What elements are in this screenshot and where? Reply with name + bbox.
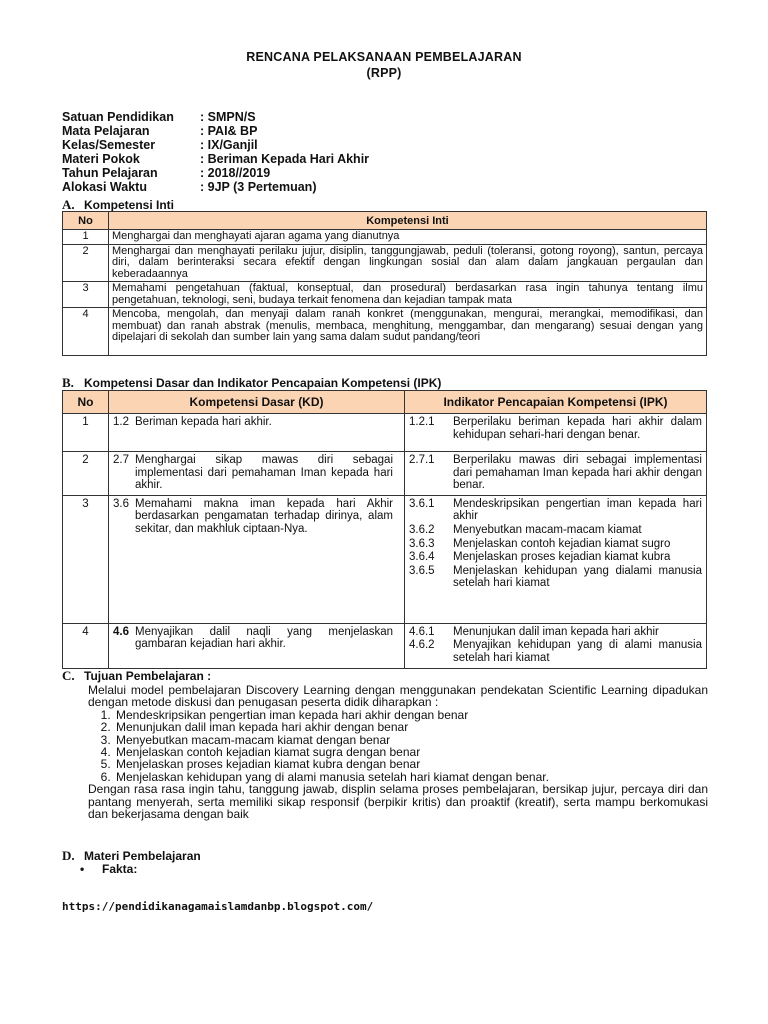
section-title: Materi Pembelajaran [84, 849, 201, 863]
identity-value: : 2018//2019 [200, 166, 271, 180]
identity-row [62, 166, 369, 180]
kd-code: 2.7 [113, 454, 129, 466]
kd-code: 1.2 [113, 416, 129, 428]
kd-row [63, 623, 707, 668]
ki-col-ki: Kompetensi Inti [109, 212, 707, 230]
ipk-code: 4.6.2 [409, 639, 435, 652]
fakta-item [80, 862, 137, 876]
ipk-text: Menunjukan dalil iman kepada hari akhir [453, 625, 659, 638]
ki-text: Memahami pengetahuan (faktual, konseptual, dan prosedural) berdasarkan rasa ingin tahunya tentang ilmu pengetahuan, teknologi, seni, budaya terkait fenomena dan kejadian tampak mata [109, 282, 707, 308]
tujuan-item: 5. Menjelaskan proses kejadian kiamat kubra dengan benar [114, 758, 708, 770]
section-title: Kompetensi Dasar dan Indikator Pencapaian Kompetensi (IPK) [84, 376, 442, 390]
ipk-item [409, 416, 702, 441]
ki-no: 3 [63, 282, 109, 308]
kd-no: 4 [63, 623, 109, 668]
kd-text: Beriman kepada hari akhir. [135, 416, 272, 428]
kd-col-no: No [63, 391, 109, 414]
ipk-text: Menyajikan kehidupan yang di alami manusia setelah hari kiamat [453, 639, 702, 664]
ipk-item [409, 498, 702, 523]
kd-text: Menyajikan dalil naqli yang menjelaskan gambaran kejadian hari akhir. [135, 625, 393, 651]
identity-key: Materi Pokok [62, 152, 140, 166]
ki-no: 4 [63, 308, 109, 356]
kd-code: 4.6 [113, 625, 129, 638]
ipk-item [409, 538, 702, 551]
ipk-code: 3.6.1 [409, 497, 435, 510]
section-title: Kompetensi Inti [84, 198, 175, 212]
identity-key: Kelas/Semester [62, 138, 156, 152]
ipk-code: 4.6.1 [409, 625, 435, 638]
kd-code: 3.6 [113, 497, 129, 510]
ipk-cell [405, 623, 707, 668]
kd-ipk-table [62, 390, 707, 669]
tujuan-item: 2. Menunjukan dalil iman kepada hari akhir dengan benar [114, 721, 708, 733]
ipk-text: Menjelaskan contoh kejadian kiamat sugro [453, 537, 671, 550]
tujuan-item: 6. Menjelaskan kehidupan yang di alami manusia setelah hari kiamat dengan benar. [114, 771, 708, 783]
kd-row [63, 452, 707, 496]
ipk-item [409, 565, 702, 590]
ipk-code: 1.2.1 [409, 416, 435, 428]
ki-row [63, 244, 707, 282]
ipk-item [409, 639, 702, 664]
document-title: RENCANA PELAKSANAAN PEMBELAJARAN [246, 50, 522, 64]
fakta-label: Fakta: [102, 862, 138, 876]
ipk-code: 3.6.5 [409, 564, 435, 577]
section-letter: C. [62, 668, 75, 683]
kd-cell [109, 623, 405, 668]
kompetensi-inti-table [62, 211, 707, 356]
kd-no: 3 [63, 495, 109, 623]
identity-row [62, 110, 369, 124]
ki-no: 1 [63, 230, 109, 245]
identity-value: : IX/Ganjil [200, 138, 258, 152]
ipk-item [409, 524, 702, 537]
kd-col-ipk: Indikator Pencapaian Kompetensi (IPK) [405, 391, 707, 414]
kd-cell [109, 414, 405, 452]
ipk-code: 2.7.1 [409, 454, 435, 466]
identity-value: : SMPN/S [200, 110, 256, 124]
ipk-text: Menjelaskan kehidupan yang dialami manusia setelah hari kiamat [453, 564, 702, 590]
identity-key: Alokasi Waktu [62, 180, 147, 194]
ki-row [63, 230, 707, 245]
ipk-text: Berperilaku beriman kepada hari akhir dalam kehidupan sehari-hari dengan benar. [453, 416, 702, 441]
ki-row [63, 282, 707, 308]
identity-row [62, 138, 369, 152]
ipk-code: 3.6.3 [409, 537, 435, 550]
ipk-cell [405, 452, 707, 496]
tujuan-item: 3. Menyebutkan macam-macam kiamat dengan benar [114, 734, 708, 746]
ipk-item [409, 454, 702, 492]
ipk-text: Menyebutkan macam-macam kiamat [453, 523, 642, 536]
identity-row [62, 180, 369, 194]
ipk-text: Menjelaskan proses kejadian kiamat kubra [453, 551, 671, 564]
tujuan-body [88, 684, 708, 820]
ipk-text: Berperilaku mawas diri sebagai implementasi dari pemahaman Iman kepada hari akhir dengan benar. [453, 454, 702, 492]
ipk-code: 3.6.2 [409, 523, 435, 536]
footer-url[interactable]: https://pendidikanagamaislamdanbp.blogspot.com/ [62, 900, 374, 913]
section-title: Tujuan Pembelajaran : [84, 669, 212, 683]
ipk-item [409, 626, 702, 639]
ipk-cell [405, 414, 707, 452]
tujuan-item: 4. Menjelaskan contoh kejadian kiamat sugra dengan benar [114, 746, 708, 758]
identity-key: Satuan Pendidikan [62, 110, 174, 124]
ki-col-no: No [63, 212, 109, 230]
kd-row [63, 495, 707, 623]
tujuan-closing: Dengan rasa rasa ingin tahu, tanggung jawab, displin selama proses pembelajaran, bersikap jujur, percaya diri dan pantang menyerah, serta memiliki sikap responsif (berpikir kritis) dan proaktif (kreatif), serta mampu berkomukasi dan bekerjasama dengan baik [88, 782, 708, 822]
identity-key: Mata Pelajaran [62, 124, 150, 138]
ki-no: 2 [63, 244, 109, 282]
identity-value: : 9JP (3 Pertemuan) [200, 180, 317, 194]
kd-col-kd: Kompetensi Dasar (KD) [109, 391, 405, 414]
tujuan-list [88, 709, 708, 783]
kd-text: Memahami makna iman kepada hari Akhir berdasarkan pengamatan terhadap dirinya, alam sekitar, dan makhluk ciptaan-Nya. [135, 497, 393, 535]
tujuan-item: 1. Mendeskripsikan pengertian iman kepada hari akhir dengan benar [114, 709, 708, 721]
ki-text: Menghargai dan menghayati ajaran agama yang dianutnya [109, 230, 707, 245]
kd-no: 2 [63, 452, 109, 496]
ki-text: Mencoba, mengolah, dan menyaji dalam ranah konkret (menggunakan, mengurai, merangkai, memodifikasi, dan membuat) dan ranah abstrak (menulis, membaca, menghitung, menggambar, dan mengarang) sesuai dengan yang dipelajari di sekolah dan sumber lain yang sama dalam sudut pandang/teori [109, 308, 707, 356]
identity-value: : PAI& BP [200, 124, 258, 138]
section-letter: D. [62, 848, 75, 863]
kd-no: 1 [63, 414, 109, 452]
kd-text: Menghargai sikap mawas diri sebagai implementasi dari pemahaman Iman kepada hari akhir. [135, 454, 393, 492]
section-letter: A. [62, 197, 75, 212]
kd-cell [109, 452, 405, 496]
ipk-item [409, 551, 702, 564]
kd-cell [109, 495, 405, 623]
kd-row [63, 414, 707, 452]
identity-key: Tahun Pelajaran [62, 166, 158, 180]
identity-table [62, 110, 369, 194]
document-subtitle: (RPP) [366, 66, 402, 80]
bullet-icon: • [80, 862, 85, 876]
ipk-cell [405, 495, 707, 623]
identity-row [62, 152, 369, 166]
section-letter: B. [62, 375, 74, 390]
tujuan-intro: Melalui model pembelajaran Discovery Learning dengan menggunakan pendekatan Scientific Learning dipadukan dengan metode diskusi dan penugasan peserta didik diharapkan : [88, 683, 708, 710]
ki-row [63, 308, 707, 356]
ki-text: Menghargai dan menghayati perilaku jujur, disiplin, tanggungjawab, peduli (toleransi, gotong royong), santun, percaya diri, dalam berinteraksi secara efektif dengan lingkungan sosial dan alam dalam jangkauan pergaulan dan keberadaannya [109, 244, 707, 282]
identity-value: : Beriman Kepada Hari Akhir [200, 152, 370, 166]
identity-row [62, 124, 369, 138]
ipk-text: Mendeskripsikan pengertian iman kepada hari akhir [453, 497, 702, 523]
section-c-heading [62, 668, 211, 684]
section-b-heading [62, 375, 441, 391]
ipk-code: 3.6.4 [409, 551, 435, 564]
